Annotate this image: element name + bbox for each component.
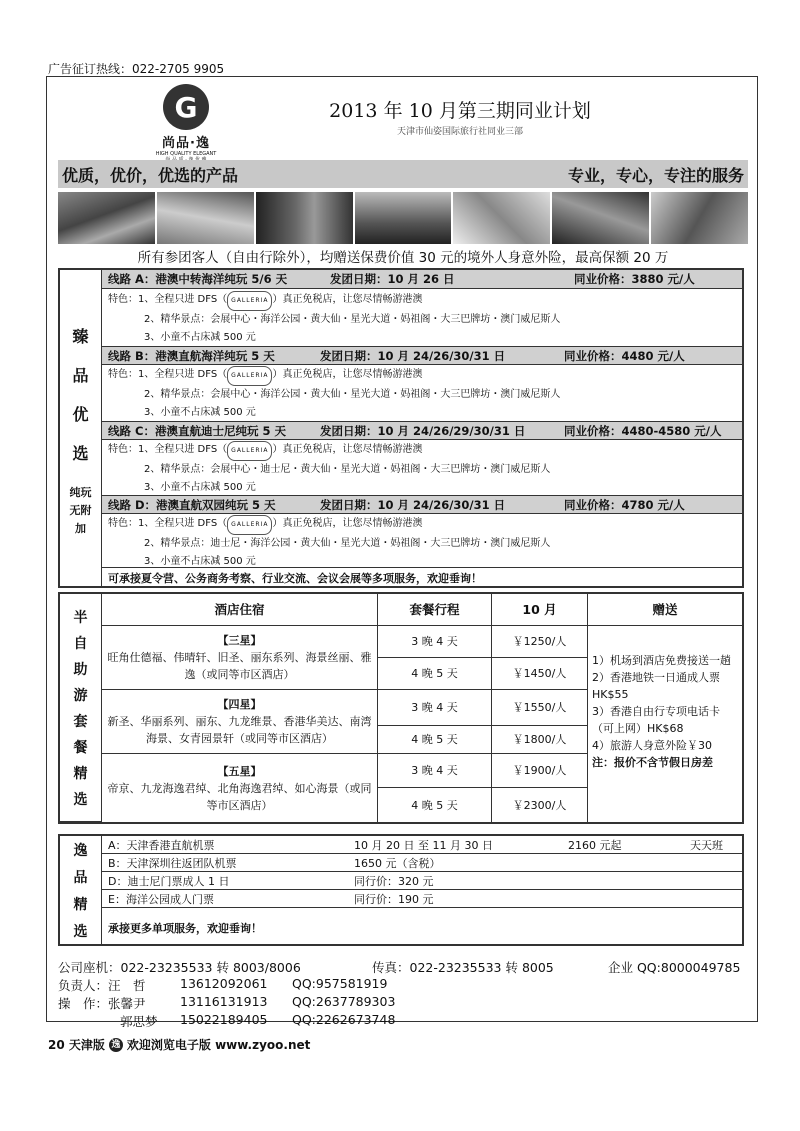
price-cell: ￥1800/人 — [492, 726, 588, 754]
feature-text: 特色：1、全程只进 DFS（ — [108, 444, 228, 455]
photo — [651, 192, 748, 244]
route-price: 同业价格：3880 元/人 — [574, 272, 695, 286]
hotel-group-cell — [102, 754, 378, 822]
service-name: B：天津深圳往返团队机票 — [108, 856, 237, 870]
price-cell: ￥1450/人 — [492, 658, 588, 690]
route-price: 同业价格：4480-4580 元/人 — [564, 423, 722, 438]
photo — [58, 192, 155, 244]
service-name: E：海洋公园成人门票 — [108, 892, 214, 906]
contact-tel: 15022189405 — [180, 1012, 268, 1027]
feature-text: ）真正免税店，让您尽情畅游港澳 — [272, 444, 423, 455]
photo — [453, 192, 550, 244]
service-name: A：天津香港直航机票 — [108, 838, 215, 852]
ad-hotline: 广告征订热线：022-2705 9905 — [48, 62, 225, 76]
service-frequency: 天天班 — [690, 838, 723, 852]
route-features — [108, 366, 560, 422]
company-qq: 企业 QQ:8000049785 — [608, 960, 741, 975]
hotel-list: 帝京、九龙海逸君绰、北角海逸君绰、如心海景（或同等市区酒店） — [107, 781, 372, 812]
semi-self-guided-section — [58, 592, 744, 824]
hotel-group-cell — [102, 690, 378, 754]
side-char: 选 — [73, 923, 88, 940]
side-char: 品 — [73, 869, 88, 886]
side-char: 品 — [72, 366, 89, 385]
feature-text: 3、小童不占床减 500 元 — [144, 556, 256, 567]
star-label: 【三星】 — [217, 634, 262, 647]
side-char: 自 — [73, 635, 88, 652]
service-row — [102, 836, 742, 854]
feature-text: 2、精华景点：迪士尼・海洋公园・黄大仙・星光大道・妈祖阁・大三巴牌坊・澳门威尼斯人 — [144, 538, 551, 549]
brand-logo — [150, 84, 222, 156]
route-name: 线路 D：港澳直航双园纯玩 5 天 — [108, 497, 276, 512]
photo-strip — [58, 192, 748, 244]
section-side-label — [60, 836, 102, 944]
page-subtitle: 天津市仙姿国际旅行社同业三部 — [396, 127, 523, 137]
hotel-group-cell — [102, 626, 378, 690]
gift-list — [592, 652, 740, 771]
service-detail: 1650 元（含税） — [354, 856, 441, 870]
company-phone: 公司座机：022-23235533 转 8003/8006 — [58, 960, 301, 975]
single-services-section — [58, 834, 744, 946]
logo-sub: HIGH QUALITY ELEGANT — [155, 151, 217, 157]
service-detail: 同行价：190 元 — [354, 892, 434, 906]
gift-item: 1）机场到酒店免费接送一趟 — [592, 654, 731, 667]
itinerary-cell: 4 晚 5 天 — [378, 658, 492, 690]
route-name: 线路 A：港澳中转海洋纯玩 5/6 天 — [108, 272, 288, 286]
page-footer — [48, 1036, 310, 1053]
route-header — [102, 270, 742, 289]
side-char: 逸 — [73, 842, 88, 859]
side-char: 半 — [73, 609, 88, 626]
premium-routes-section — [58, 268, 744, 588]
slogan-left: 优质，优价，优选的产品 — [62, 165, 239, 185]
route-date: 发团日期：10 月 24/26/29/30/31 日 — [320, 423, 526, 438]
photo — [157, 192, 254, 244]
feature-text: 2、精华景点：会展中心・迪士尼・黄大仙・星光大道・妈祖阁・大三巴牌坊・澳门威尼斯人 — [144, 464, 551, 475]
photo — [256, 192, 353, 244]
side-char: 游 — [73, 687, 88, 704]
route-features — [108, 291, 560, 347]
feature-text: 3、小童不占床减 500 元 — [144, 332, 256, 343]
contact-qq: QQ:2637789303 — [292, 994, 396, 1009]
galleria-logo-icon: GALLERIA — [227, 515, 272, 535]
col-header-gifts: 赠送 — [588, 594, 742, 626]
section-side-label — [60, 594, 102, 822]
feature-text: ）真正免税店，让您尽情畅游港澳 — [272, 294, 423, 305]
contact-role: 负责人：汪 哲 — [58, 978, 146, 993]
route-price: 同业价格：4480 元/人 — [564, 348, 685, 363]
contact-tel: 13116131913 — [180, 994, 268, 1009]
slogan-banner — [58, 160, 748, 188]
services-note: 可承接夏令营、公务商务考察、行业交流、会议会展等多项服务，欢迎垂询！ — [108, 572, 482, 585]
side-char: 精 — [73, 765, 88, 782]
itinerary-cell: 3 晚 4 天 — [378, 626, 492, 658]
feature-text: 特色：1、全程只进 DFS（ — [108, 294, 228, 305]
route-name: 线路 C：港澳直航迪士尼纯玩 5 天 — [108, 423, 286, 438]
brand-icon: 逸 — [109, 1038, 123, 1052]
photo — [355, 192, 452, 244]
logo-name: 尚品·逸 — [162, 136, 210, 151]
col-header-itinerary: 套餐行程 — [378, 594, 492, 626]
service-row — [102, 872, 742, 890]
page-number: 20 天津版 — [48, 1038, 105, 1052]
route-header — [102, 346, 742, 365]
side-char: 餐 — [73, 739, 88, 756]
footer-link[interactable]: 欢迎浏览电子版 www.zyoo.net — [126, 1038, 311, 1052]
route-date: 发团日期：10 月 24/26/30/31 日 — [320, 348, 506, 363]
side-char: 助 — [73, 661, 88, 678]
galleria-logo-icon: GALLERIA — [227, 366, 272, 386]
gift-item: 4）旅游人身意外险￥30 — [592, 739, 712, 752]
feature-text: 2、精华景点：会展中心・海洋公园・黄大仙・星光大道・妈祖阁・大三巴牌坊・澳门威尼斯人 — [144, 314, 561, 325]
gift-item: 3）香港自由行专项电话卡（可上网）HK$68 — [592, 705, 720, 735]
contact-qq: QQ:957581919 — [292, 976, 388, 991]
itinerary-cell: 4 晚 5 天 — [378, 726, 492, 754]
page-title: 2013 年 10 月第三期同业计划 — [329, 100, 591, 122]
feature-text: 特色：1、全程只进 DFS（ — [108, 369, 228, 380]
itinerary-cell: 4 晚 5 天 — [378, 788, 492, 822]
contact-tel: 13612092061 — [180, 976, 268, 991]
route-features — [108, 441, 550, 497]
contact-role: 郭思梦 — [120, 1014, 158, 1029]
gift-item: 2）香港地铁一日通成人票 HK$55 — [592, 671, 720, 701]
feature-text: ）真正免税店，让您尽情畅游港澳 — [272, 518, 423, 529]
itinerary-cell: 3 晚 4 天 — [378, 754, 492, 788]
feature-text: 3、小童不占床减 500 元 — [144, 407, 256, 418]
service-price: 2160 元起 — [568, 838, 622, 852]
price-cell: ￥1550/人 — [492, 690, 588, 726]
feature-text: 2、精华景点：会展中心・海洋公园・黄大仙・星光大道・妈祖阁・大三巴牌坊・澳门威尼斯人 — [144, 389, 561, 400]
contact-role: 操 作：张馨尹 — [58, 996, 146, 1011]
company-fax: 传真：022-23235533 转 8005 — [372, 960, 554, 975]
star-label: 【四星】 — [217, 698, 262, 711]
price-cell: ￥2300/人 — [492, 788, 588, 822]
contact-qq: QQ:2262673748 — [292, 1012, 396, 1027]
star-label: 【五星】 — [217, 764, 262, 778]
photo — [552, 192, 649, 244]
service-row — [102, 890, 742, 908]
side-char: 臻 — [72, 327, 89, 346]
price-cell: ￥1250/人 — [492, 626, 588, 658]
route-price: 同业价格：4780 元/人 — [564, 497, 685, 512]
feature-text: ）真正免税店，让您尽情畅游港澳 — [272, 369, 423, 380]
service-name: D：迪士尼门票成人 1 日 — [108, 874, 230, 888]
insurance-note: 所有参团客人（自由行除外），均赠送保费价值 30 元的境外人身意外险，最高保额 20 万 — [137, 250, 669, 266]
slogan-right: 专业，专心，专注的服务 — [567, 165, 744, 185]
route-header — [102, 495, 742, 514]
side-small: 纯玩 — [69, 486, 92, 499]
service-row — [102, 854, 742, 872]
side-small: 加 — [75, 522, 86, 535]
service-detail: 10 月 20 日 至 11 月 30 日 — [354, 838, 493, 852]
price-cell: ￥1900/人 — [492, 754, 588, 788]
route-name: 线路 B：港澳直航海洋纯玩 5 天 — [108, 348, 275, 363]
hotel-list: 新圣、华丽系列、丽东、九龙维景、香港华美达、南湾海景、女青园景轩（或同等市区酒店） — [107, 715, 372, 745]
gift-note: 注：报价不含节假日房差 — [592, 756, 713, 769]
side-char: 优 — [72, 405, 89, 424]
galleria-logo-icon: GALLERIA — [227, 291, 272, 311]
route-header — [102, 421, 742, 440]
side-small: 无附 — [69, 504, 92, 517]
galleria-logo-icon: GALLERIA — [227, 441, 272, 461]
feature-text: 特色：1、全程只进 DFS（ — [108, 518, 228, 529]
services-note: 承接更多单项服务，欢迎垂询！ — [108, 922, 262, 935]
route-date: 发团日期：10 月 24/26/30/31 日 — [320, 497, 506, 512]
side-char: 精 — [73, 896, 88, 913]
side-char: 选 — [72, 444, 89, 463]
hotel-list: 旺角仕德福、伟晴轩、旧圣、丽东系列、海景丝丽、雅逸（或同等市区酒店） — [107, 651, 372, 681]
section-side-label — [60, 270, 102, 586]
itinerary-cell: 3 晚 4 天 — [378, 690, 492, 726]
feature-text: 3、小童不占床减 500 元 — [144, 482, 256, 493]
col-header-october: 10 月 — [492, 594, 588, 626]
side-char: 选 — [73, 791, 88, 808]
col-header-hotel: 酒店住宿 — [102, 594, 378, 626]
route-date: 发团日期：10 月 26 日 — [330, 272, 455, 286]
route-features — [108, 515, 550, 571]
service-detail: 同行价：320 元 — [354, 874, 434, 888]
side-char: 套 — [73, 713, 88, 730]
logo-mark-icon: G — [163, 84, 209, 130]
